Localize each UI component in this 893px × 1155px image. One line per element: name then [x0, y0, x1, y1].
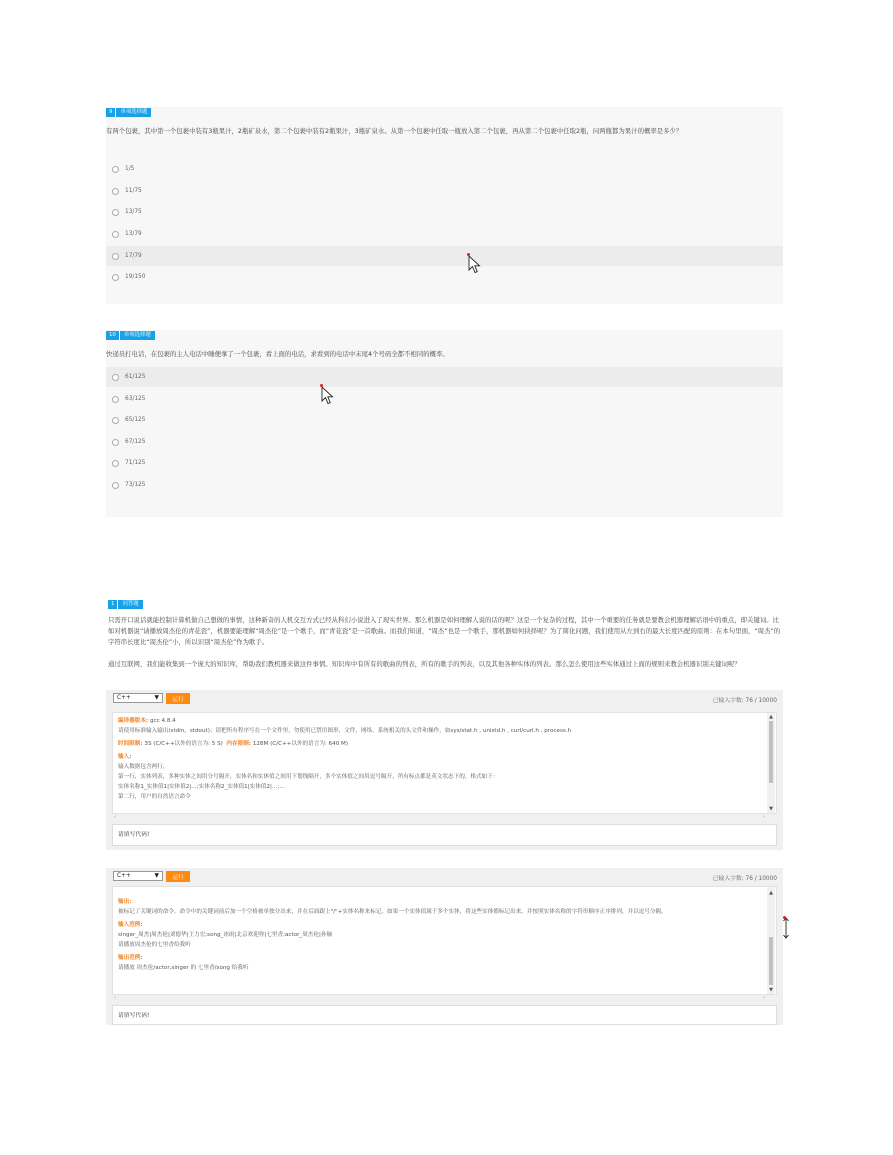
- run-button[interactable]: 运行: [166, 871, 190, 882]
- option-5[interactable]: [106, 246, 783, 266]
- option-6[interactable]: [106, 267, 783, 287]
- io-note: 请使用标准输入输出(stdin，stdout)；请把所有程序写在一个文件里，勿使用已禁用图形、文件、网络、系统相关的头文件和操作，如sys/stat.h , unistd.h , curl/curl.h , process.h: [118, 728, 572, 734]
- question-9-block: [106, 107, 783, 304]
- output-label: 输出:: [118, 899, 132, 905]
- run-button[interactable]: 运行: [166, 693, 190, 704]
- char-count: 已输入字数: 76 / 10000: [712, 876, 777, 882]
- sample-input-line: 请播放周杰伦的七里香给我听: [118, 942, 191, 948]
- scroll-left-icon[interactable]: ‹: [114, 814, 116, 820]
- option-4[interactable]: [106, 432, 783, 452]
- input-line: 第二行，用户的自然语言命令: [118, 794, 191, 800]
- sample-output-text: 请播放 周杰伦/actor,singer 的 七里香/song 给我听: [118, 965, 249, 971]
- option-6[interactable]: [106, 475, 783, 495]
- compiler-value: gcc 4.8.4: [150, 718, 176, 724]
- language-select[interactable]: [113, 871, 163, 881]
- dropdown-arrow-icon: ▼: [154, 873, 159, 879]
- horizontal-scrollbar[interactable]: [112, 995, 777, 1002]
- vertical-scrollbar[interactable]: [767, 713, 775, 813]
- option-label: 63/125: [125, 396, 146, 402]
- char-count: 已输入字数: 76 / 10000: [712, 698, 777, 704]
- question-type: 单项选择题: [123, 332, 151, 338]
- radio-button[interactable]: [112, 374, 119, 381]
- input-line: 实体名称1_实体值1|实体值2|…;实体名称2_实体值1|实体值2|…;…: [118, 784, 285, 790]
- editor-toolbar: [106, 868, 783, 884]
- scroll-up-icon[interactable]: ▲: [769, 890, 773, 896]
- language-value: C++: [117, 695, 131, 701]
- language-value: C++: [117, 873, 131, 879]
- radio-button[interactable]: [112, 188, 119, 195]
- question-1-tag: [108, 599, 143, 609]
- option-label: 1/5: [125, 166, 135, 172]
- option-label: 17/79: [125, 253, 142, 259]
- question-number: 9: [106, 108, 116, 117]
- mouse-cursor-icon: [321, 386, 335, 404]
- question-1-paragraph-2: 通过互联网，我们能收集到一个庞大的知识库，帮助我们教机器来做这件事情。知识库中有所有的歌曲的列表，所有的歌手的列表，以及其他各种实体的列表。那么怎么使用这些实体通过上面的规则来教会机器识别关键词呢？: [108, 660, 741, 668]
- option-1[interactable]: [106, 159, 783, 179]
- option-label: 11/75: [125, 188, 142, 194]
- mouse-cursor-icon: [468, 255, 482, 273]
- option-label: 71/125: [125, 460, 146, 466]
- question-number: 10: [106, 331, 120, 340]
- question-10-block: [106, 330, 783, 517]
- option-4[interactable]: [106, 224, 783, 244]
- question-type: 问答题: [122, 601, 139, 607]
- question-10-text: 快递员打电话，在包裹的主人电话中睡便拿了一个包裹，看上面的电话，求看到的电话中末尾4个号码全都不相同的概率。: [106, 350, 449, 358]
- radio-button[interactable]: [112, 460, 119, 467]
- time-limit-value: 3S (C/C++以外的语言为: 5 S): [144, 741, 223, 747]
- scroll-up-icon[interactable]: ▲: [769, 714, 773, 720]
- scroll-down-icon[interactable]: ▼: [769, 806, 773, 812]
- question-1-block: [106, 597, 783, 685]
- compiler-label: 编译器版本:: [118, 718, 149, 724]
- code-editor-1: [106, 690, 783, 850]
- radio-button[interactable]: [112, 209, 119, 216]
- question-9-tag: [106, 107, 151, 117]
- horizontal-scrollbar[interactable]: [112, 814, 777, 821]
- language-select[interactable]: [113, 693, 163, 703]
- memory-limit-label: 内存限制:: [226, 741, 252, 747]
- editor-toolbar: [106, 690, 783, 706]
- input-line: 第一行，实体列表，多种实体之间用分号隔开，实体名和实体值之间用下划线隔开，多个实体值之间用逗号隔开，所有标点都是英文状态下的，格式如下：: [118, 774, 499, 780]
- input-line: 输入数据包含两行，: [118, 764, 169, 770]
- option-2[interactable]: [106, 181, 783, 201]
- scroll-right-icon[interactable]: ›: [763, 995, 765, 1001]
- option-3[interactable]: [106, 202, 783, 222]
- memory-limit-value: 128M (C/C++以外的语言为: 640 M): [252, 741, 349, 747]
- code-input[interactable]: [112, 824, 777, 846]
- scrollbar-thumb[interactable]: [769, 721, 773, 783]
- sample-output-label: 输出范例:: [118, 955, 143, 961]
- radio-button[interactable]: [112, 274, 119, 281]
- code-editor-2: [106, 868, 783, 1025]
- option-3[interactable]: [106, 410, 783, 430]
- radio-button[interactable]: [112, 482, 119, 489]
- question-1-paragraph-1: 只需开口说话就能控制计算机做自己想做的事情，这种新奇的人机交互方式已经从科幻小说进入了现实世界。那么机器是如何理解人说的话的呢？这是一个复杂的过程，其中一个重要的任务就是要教会机器理解话语中的重点，即关键词。比如对机器说“请播放周杰伦的青花瓷”，机器要能理解“周杰伦”是一个歌手，而“青花瓷”是一首歌曲。而我们知道，“周杰”也是一个歌手，那机器如何抉择呢？为了简化问题，我们使用从左到右的最大长度匹配的原则：在本句里面，“周杰”的字符串长度比“周杰伦”小，所以识别“周杰伦”作为歌手。: [108, 616, 781, 646]
- time-limit-label: 时间限制:: [118, 741, 143, 747]
- code-placeholder: 请填写代码!: [118, 832, 150, 838]
- option-2[interactable]: [106, 389, 783, 409]
- radio-button[interactable]: [112, 417, 119, 424]
- code-input[interactable]: [112, 1005, 777, 1025]
- vertical-scrollbar[interactable]: [767, 887, 775, 994]
- radio-button[interactable]: [112, 439, 119, 446]
- sample-input-line: singer_周杰|周杰伦|刘德华|王力宏;song_冰雨|北京欢迎你|七里香;actor_周杰伦|孙俪: [118, 932, 333, 938]
- input-label: 输入:: [118, 754, 132, 760]
- radio-button[interactable]: [112, 231, 119, 238]
- option-label: 13/75: [125, 209, 142, 215]
- code-placeholder: 请填写代码!: [118, 1013, 150, 1019]
- question-9-text: 有两个包裹，其中第一个包裹中装有3瓶果汁，2瓶矿泉水，第二个包裹中装有2瓶果汁，3瓶矿泉水。从第一个包裹中任取一瓶放入第二个包裹，再从第二个包裹中任取2瓶，问两瓶都为果汁的概率是多少？: [106, 127, 683, 135]
- resize-cursor-icon: [782, 916, 790, 940]
- question-type: 单项选择题: [120, 109, 148, 115]
- radio-button[interactable]: [112, 253, 119, 260]
- sample-input-label: 输入范例:: [118, 922, 143, 928]
- scroll-right-icon[interactable]: ›: [763, 814, 765, 820]
- option-label: 13/79: [125, 231, 142, 237]
- option-5[interactable]: [106, 453, 783, 473]
- scroll-down-icon[interactable]: ▼: [769, 987, 773, 993]
- radio-button[interactable]: [112, 396, 119, 403]
- option-label: 61/125: [125, 374, 146, 380]
- option-label: 19/150: [125, 274, 146, 280]
- question-10-tag: [106, 330, 155, 340]
- dropdown-arrow-icon: ▼: [154, 695, 159, 701]
- problem-description-panel[interactable]: [112, 886, 777, 995]
- option-label: 73/125: [125, 482, 146, 488]
- output-text: 被标记了关键词的命令。命令中的关键词前后加一个空格被单独分出来，并在后面跟上"/"+实体名称来标记。如果一个实体值属于多个实体，将这些实体都标记出来，并按照实体名称的字符串顺序正序排列，并以逗号分隔。: [118, 909, 667, 915]
- question-number: 1: [108, 600, 118, 609]
- option-label: 65/125: [125, 417, 146, 423]
- scrollbar-thumb[interactable]: [769, 937, 773, 985]
- problem-description-panel[interactable]: [112, 712, 777, 814]
- radio-button[interactable]: [112, 166, 119, 173]
- option-label: 67/125: [125, 439, 146, 445]
- option-1[interactable]: [106, 367, 783, 387]
- scroll-left-icon[interactable]: ‹: [114, 995, 116, 1001]
